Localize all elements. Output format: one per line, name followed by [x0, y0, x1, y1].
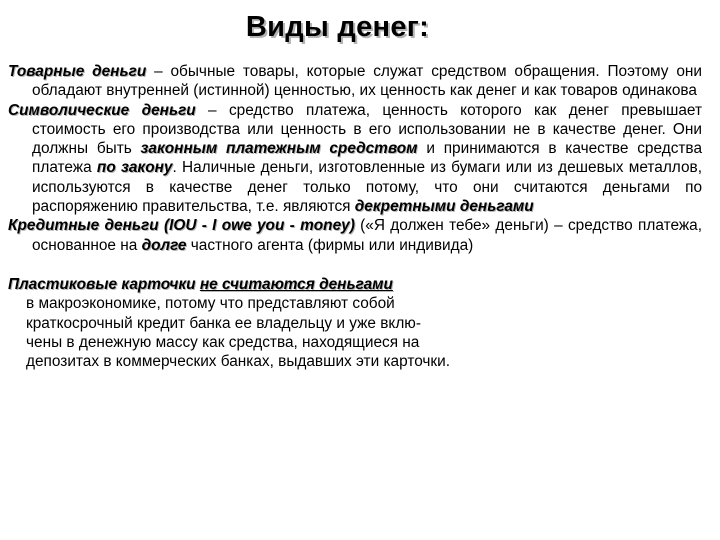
symbolic-money-term: Символические деньги — [8, 101, 196, 119]
plastic-cards-explanation — [8, 294, 526, 371]
by-law-emphasis: по закону — [96, 159, 173, 177]
credit-money-term: Кредитные деньги (IOU - I owe you - money) — [8, 217, 355, 235]
paragraph-spacer — [8, 255, 702, 275]
slide-body — [8, 62, 702, 371]
credit-money-definition-part2: частного агента (фирмы или индивида) — [186, 236, 474, 254]
symbolic-money-paragraph — [8, 101, 702, 217]
plastic-cards-heading — [8, 275, 702, 294]
commodity-money-paragraph — [8, 62, 702, 101]
plastic-cards-line: в макроэкономике, потому что представляют собой — [26, 295, 395, 313]
not-money-emphasis: не считаются деньгами — [199, 275, 393, 293]
slide-title: Виды денег: — [245, 11, 430, 43]
legal-tender-emphasis: законным платежным средством — [140, 140, 418, 158]
plastic-cards-line: депозитах в коммерческих банках, выдавших эти карточки. — [26, 353, 451, 371]
fiat-money-emphasis: декретными деньгами — [354, 198, 534, 216]
commodity-money-term: Товарные деньги — [8, 63, 147, 80]
debt-emphasis: долге — [141, 236, 187, 254]
commodity-money-definition: – обычные товары, которые служат средством обращения. Поэтому они обладают внутренней (истинной) ценностью, их ценность как денег и как товаров одинакова — [32, 63, 702, 100]
plastic-cards-line: чены в денежную массу как средства, находящиеся на — [26, 333, 420, 351]
credit-money-paragraph — [8, 216, 702, 255]
plastic-cards-line: краткосрочный кредит банка ее владельцу и уже вклю- — [26, 314, 421, 332]
credit-money-definition-part1: («Я должен тебе» деньги) – средство платежа, основанное на — [32, 217, 702, 254]
symbolic-money-definition-part1: – средство платежа, ценность которого как денег превышает стоимость его производства или ценность в его использовании не в качестве денег. Они должны быть — [32, 101, 702, 158]
symbolic-money-definition-part2: и принимаются в качестве средства платежа — [32, 140, 702, 177]
symbolic-money-definition-part3: . Наличные деньги, изготовленные из бумаги или из дешевых металлов, используются в качестве денег только потому, что они считаются деньгами по распоряжению правительства, т.е. являются — [32, 159, 702, 216]
plastic-cards-term: Пластиковые карточки — [8, 275, 196, 293]
